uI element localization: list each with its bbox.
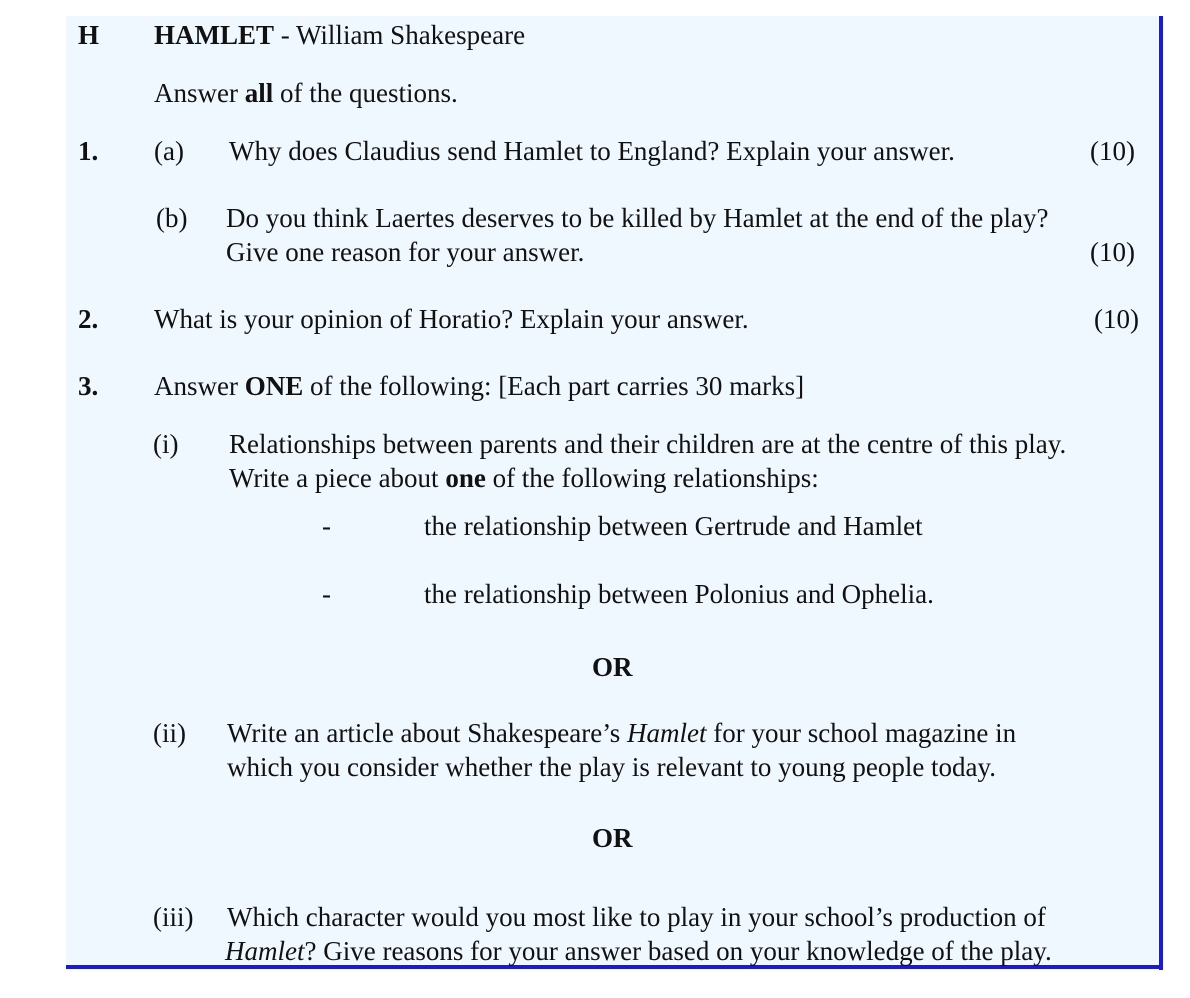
question-number-3: 3. [78,371,99,401]
section-letter: H [78,20,100,50]
q3iii-text-line1: Which character would you most like to play in your school’s production of [227,902,1046,932]
q3iii-label: (iii) [153,902,194,932]
q3iii-text-line2: Hamlet? Give reasons for your answer based on your knowledge of the play. [225,936,1052,966]
or-divider: OR [592,652,633,682]
q1b-text-line2: Give one reason for your answer. [226,237,585,267]
q3i-text-line2: Write a piece about one of the following relationships: [229,463,819,493]
q2-marks: (10) [1094,304,1139,334]
q3i-text-line1: Relationships between parents and their children are at the centre of this play. [229,429,1067,459]
panel-border-right [1159,16,1163,970]
heading-separator: - [280,20,290,50]
author-name: William Shakespeare [296,20,526,50]
section-instruction: Answer all of the questions. [154,78,458,108]
question-number-1: 1. [78,136,99,166]
q1b-label: (b) [156,203,188,233]
bullet-text: the relationship between Gertrude and Hamlet [424,511,923,541]
or-divider: OR [592,823,633,853]
q3ii-text-line1: Write an article about Shakespeare’s Hamlet for your school magazine in [227,718,1017,748]
question-number-2: 2. [78,304,99,334]
bullet-text: the relationship between Polonius and Ophelia. [424,579,934,609]
section-heading [154,18,525,52]
q1a-marks: (10) [1090,136,1135,166]
q3ii-text-line2: which you consider whether the play is relevant to young people today. [227,752,997,782]
q3i-label: (i) [153,429,179,459]
q1a-label: (a) [154,136,184,166]
bullet-dash: - [322,579,331,609]
q1b-marks: (10) [1090,237,1135,267]
q3-intro: Answer ONE of the following: [Each part carries 30 marks] [154,371,805,401]
bullet-dash: - [322,511,331,541]
q1a-text: Why does Claudius send Hamlet to England? Explain your answer. [229,136,955,166]
q3ii-label: (ii) [153,718,186,748]
q2-text: What is your opinion of Horatio? Explain your answer. [154,304,749,334]
q1b-text-line1: Do you think Laertes deserves to be killed by Hamlet at the end of the play? [226,203,1049,233]
play-title: HAMLET [154,20,275,50]
